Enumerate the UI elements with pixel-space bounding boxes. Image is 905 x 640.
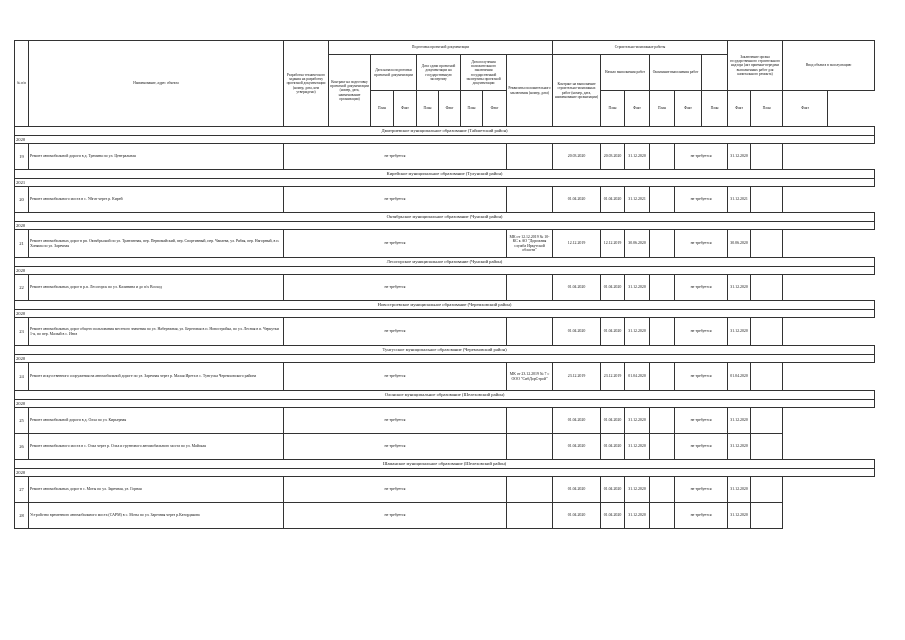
end-fact: [650, 477, 675, 503]
end-plan: 31.12.2020: [625, 434, 650, 460]
supervision-not-required: не требуется: [675, 408, 728, 434]
object-name: Ремонт автомобильных дорог общего пользования местного значения по ул. Набережная, ул. Береговая в п. Новостройка, по ул. Лесная в п. Черкутки 1-я, по пер. Малый в с. Инга: [29, 318, 284, 346]
header-plan: План: [461, 91, 483, 127]
header-construction-group: Строительно-монтажные работы: [553, 41, 728, 55]
year-label: 2021: [15, 179, 875, 187]
section-title: Дмитриевское муниципальное образование (Тайшетский район): [15, 127, 875, 136]
section-title: Шаманское муниципальное образование (Шелеховский район): [15, 460, 875, 469]
table-row: [15, 187, 875, 213]
start-plan: 01.04.2020: [553, 318, 601, 346]
object-name: Ремонт автомобильных дорог в рп. Октябрьский по ул. Транзитная, пер. Первомайский, пер. Спортивный, пер. Чапаева, ул. Рябая, пер. Нагорный, в п. Хоняма по ул. Заречная: [29, 230, 284, 258]
end-fact: [650, 434, 675, 460]
header-commissioning: Ввод объекта в эксплуатацию: [783, 41, 875, 91]
header-supervision: Заключение органа государственного строительного надзора (акт приемки-передачи выполненных работ для капитального ремонта): [728, 41, 783, 91]
design-not-required: не требуется: [284, 503, 507, 529]
header-plan: План: [650, 91, 675, 127]
section-title: Олонское муниципальное образование (Шелеховский район): [15, 391, 875, 400]
header-tz: Разработка технического задания на разработку проектной документации (номер, дата, кем утверждено): [284, 41, 329, 127]
end-plan: 31.12.2020: [625, 503, 650, 529]
start-plan: 01.04.2020: [553, 503, 601, 529]
start-fact: 01.04.2020: [601, 408, 625, 434]
row-number: 19: [15, 144, 29, 170]
header-start-design: Дата начала подготовки проектной документации: [371, 55, 417, 91]
table-row: [15, 275, 875, 301]
header-fact: Факт: [783, 91, 828, 127]
supervision-not-required: не требуется: [675, 434, 728, 460]
table-row: [15, 477, 875, 503]
end-plan: 31.12.2020: [625, 144, 650, 170]
commissioning-fact: [751, 275, 783, 301]
header-fact: Факт: [439, 91, 461, 127]
object-name: Ремонт искусственного сооружения на автомобильной дороге по ул. Заречная через р. Малая Ирета в с. Тунгуска Черемховского района: [29, 363, 284, 391]
object-name: Ремонт автомобильной дороги в д. Олха по ул. Кирьерная: [29, 408, 284, 434]
schedule-table: [14, 40, 875, 529]
object-name: Ремонт автомобильных дорог в с. Моты по ул. Заречная, ул. Горная: [29, 477, 284, 503]
design-not-required: не требуется: [284, 363, 507, 391]
end-plan: 31.12.2020: [625, 318, 650, 346]
row-number: 22: [15, 275, 29, 301]
start-fact: 12.12.2019: [601, 230, 625, 258]
commissioning-plan: 31.12.2020: [728, 434, 751, 460]
end-plan: 31.12.2020: [625, 275, 650, 301]
section-title-row: [15, 258, 875, 267]
construction-contract: [507, 503, 553, 529]
supervision-not-required: не требуется: [675, 187, 728, 213]
design-not-required: не требуется: [284, 434, 507, 460]
row-number: 27: [15, 477, 29, 503]
row-number: 23: [15, 318, 29, 346]
supervision-not-required: не требуется: [675, 503, 728, 529]
construction-contract: [507, 187, 553, 213]
construction-contract: [507, 434, 553, 460]
year-label: 2020: [15, 136, 875, 144]
supervision-not-required: не требуется: [675, 275, 728, 301]
commissioning-fact: [751, 144, 783, 170]
supervision-not-required: не требуется: [675, 144, 728, 170]
commissioning-plan: 31.12.2020: [728, 318, 751, 346]
header-plan: План: [417, 91, 439, 127]
commissioning-fact: [751, 318, 783, 346]
end-fact: [650, 275, 675, 301]
table-row: [15, 434, 875, 460]
object-name: Ремонт автомобильного моста в с. Уйгат через р. Кирей: [29, 187, 284, 213]
end-plan: 31.12.2020: [625, 408, 650, 434]
row-number: 21: [15, 230, 29, 258]
end-fact: [650, 363, 675, 391]
commissioning-plan: 30.06.2020: [728, 230, 751, 258]
supervision-not-required: не требуется: [675, 230, 728, 258]
year-row: [15, 222, 875, 230]
header-plan: План: [601, 91, 625, 127]
table-row: [15, 408, 875, 434]
table-row: [15, 363, 875, 391]
header-fact: Факт: [675, 91, 702, 127]
design-not-required: не требуется: [284, 408, 507, 434]
header-num: № п/п: [15, 41, 29, 127]
table-row: [15, 318, 875, 346]
header-plan: План: [751, 91, 783, 127]
design-not-required: не требуется: [284, 144, 507, 170]
year-row: [15, 469, 875, 477]
table-row: [15, 503, 875, 529]
start-fact: 01.04.2020: [601, 434, 625, 460]
row-number: 28: [15, 503, 29, 529]
object-name: Ремонт автомобильной дороги в д. Тремина по ул. Центральная: [29, 144, 284, 170]
start-fact: 01.04.2020: [601, 187, 625, 213]
construction-contract: [507, 477, 553, 503]
start-plan: 20.03.2020: [553, 144, 601, 170]
commissioning-plan: 31.12.2020: [728, 408, 751, 434]
row-number: 20: [15, 187, 29, 213]
start-plan: 12.12.2019: [553, 230, 601, 258]
year-label: 2020: [15, 400, 875, 408]
commissioning-fact: [751, 408, 783, 434]
end-plan: 31.12.2020: [625, 477, 650, 503]
commissioning-fact: [751, 434, 783, 460]
start-plan: 01.04.2020: [553, 275, 601, 301]
end-fact: [650, 187, 675, 213]
end-plan: 30.06.2020: [625, 230, 650, 258]
header-contract-design: Контракт на подготовку проектной документации (номер, дата, наименование организации): [329, 55, 371, 127]
commissioning-plan: 31.12.2020: [728, 144, 751, 170]
start-fact: 01.04.2020: [601, 477, 625, 503]
end-fact: [650, 503, 675, 529]
header-submit-expertise: Дата сдачи проектной документации на государственную экспертизу: [417, 55, 461, 91]
year-label: 2020: [15, 469, 875, 477]
start-fact: 23.12.2019: [601, 363, 625, 391]
supervision-not-required: не требуется: [675, 477, 728, 503]
year-label: 2020: [15, 310, 875, 318]
header-plan: План: [371, 91, 394, 127]
row-number: 24: [15, 363, 29, 391]
year-row: [15, 355, 875, 363]
table-body: [15, 127, 875, 529]
header-start-works: Начало выполнения работ: [601, 55, 650, 91]
construction-contract: МК от 12.12.2019 № 10-КС к АО "Дорожная служба Иркутской области": [507, 230, 553, 258]
section-title-row: [15, 301, 875, 310]
commissioning-plan: 01.04.2020: [728, 363, 751, 391]
section-title-row: [15, 170, 875, 179]
end-fact: [650, 230, 675, 258]
header-fact: Факт: [625, 91, 650, 127]
supervision-not-required: не требуется: [675, 363, 728, 391]
table-row: [15, 230, 875, 258]
commissioning-plan: 31.12.2020: [728, 477, 751, 503]
end-fact: [650, 318, 675, 346]
header-contract-construction: Контракт на выполнение строительно-монтажных работ (номер, дата, наименование организации): [553, 55, 601, 127]
construction-contract: [507, 275, 553, 301]
construction-contract: МК от 23.12.2019 № 7 с ООО "СибДорСтрой": [507, 363, 553, 391]
section-title-row: [15, 460, 875, 469]
commissioning-plan: 31.12.2020: [728, 503, 751, 529]
row-number: 26: [15, 434, 29, 460]
object-name: Ремонт автомобильного моста в с. Олха через р. Олха и грунтового автомобильного моста по ул. Майская: [29, 434, 284, 460]
end-fact: [650, 408, 675, 434]
design-not-required: не требуется: [284, 275, 507, 301]
section-title: Новостроевское муниципальное образование (Черемховский район): [15, 301, 875, 310]
year-row: [15, 267, 875, 275]
commissioning-plan: 31.12.2021: [728, 187, 751, 213]
year-label: 2020: [15, 222, 875, 230]
construction-contract: [507, 408, 553, 434]
commissioning-fact: [751, 187, 783, 213]
start-plan: 01.04.2020: [553, 477, 601, 503]
year-row: [15, 310, 875, 318]
header-name: Наименование, адрес объекта: [29, 41, 284, 127]
table-row: [15, 144, 875, 170]
object-name: Устройство временного автомобильного моста (САРМ) в с. Моты по ул. Заречная через р.Катордакова: [29, 503, 284, 529]
header-fact: Факт: [394, 91, 417, 127]
end-fact: [650, 144, 675, 170]
section-title: Октябрьское муниципальное образование (Чунский район): [15, 213, 875, 222]
section-title-row: [15, 346, 875, 355]
header-conclusion-req: Реквизиты положительного заключения (номер, дата): [507, 55, 553, 127]
end-plan: 31.12.2021: [625, 187, 650, 213]
section-title-row: [15, 213, 875, 222]
header-fact: Факт: [728, 91, 751, 127]
year-row: [15, 400, 875, 408]
commissioning-fact: [751, 230, 783, 258]
start-fact: 20.03.2020: [601, 144, 625, 170]
start-fact: 01.04.2020: [601, 275, 625, 301]
row-number: 25: [15, 408, 29, 434]
header-design-group: Подготовка проектной документации: [329, 41, 553, 55]
design-not-required: не требуется: [284, 230, 507, 258]
end-plan: 01.04.2020: [625, 363, 650, 391]
supervision-not-required: не требуется: [675, 318, 728, 346]
header-plan: План: [702, 91, 728, 127]
object-name: Ремонт автомобильных дорог в р.п. Лесогорск по ул. Калинина и до п/х Восход: [29, 275, 284, 301]
year-row: [15, 179, 875, 187]
header-end-works: Окончание выполнения работ: [650, 55, 702, 91]
section-title: Кирейское муниципальное образование (Тулунский район): [15, 170, 875, 179]
design-not-required: не требуется: [284, 318, 507, 346]
header-fact: Факт: [483, 91, 507, 127]
commissioning-plan: 31.12.2020: [728, 275, 751, 301]
start-plan: 01.04.2020: [553, 408, 601, 434]
start-plan: 01.04.2020: [553, 187, 601, 213]
section-title-row: [15, 127, 875, 136]
commissioning-fact: [751, 503, 783, 529]
start-plan: 23.12.2019: [553, 363, 601, 391]
year-label: 2020: [15, 267, 875, 275]
section-title: Лесогорское муниципальное образование (Чунский район): [15, 258, 875, 267]
construction-contract: [507, 144, 553, 170]
start-plan: 01.04.2020: [553, 434, 601, 460]
design-not-required: не требуется: [284, 187, 507, 213]
commissioning-fact: [751, 477, 783, 503]
year-row: [15, 136, 875, 144]
header-positive-conclusion: Дата получения положительного заключения государственной экспертизы проектной документации: [461, 55, 507, 91]
start-fact: 01.04.2020: [601, 318, 625, 346]
section-title-row: [15, 391, 875, 400]
commissioning-fact: [751, 363, 783, 391]
start-fact: 01.04.2020: [601, 503, 625, 529]
section-title: Тунгусское муниципальное образование (Черемховский район): [15, 346, 875, 355]
year-label: 2020: [15, 355, 875, 363]
design-not-required: не требуется: [284, 477, 507, 503]
construction-contract: [507, 318, 553, 346]
